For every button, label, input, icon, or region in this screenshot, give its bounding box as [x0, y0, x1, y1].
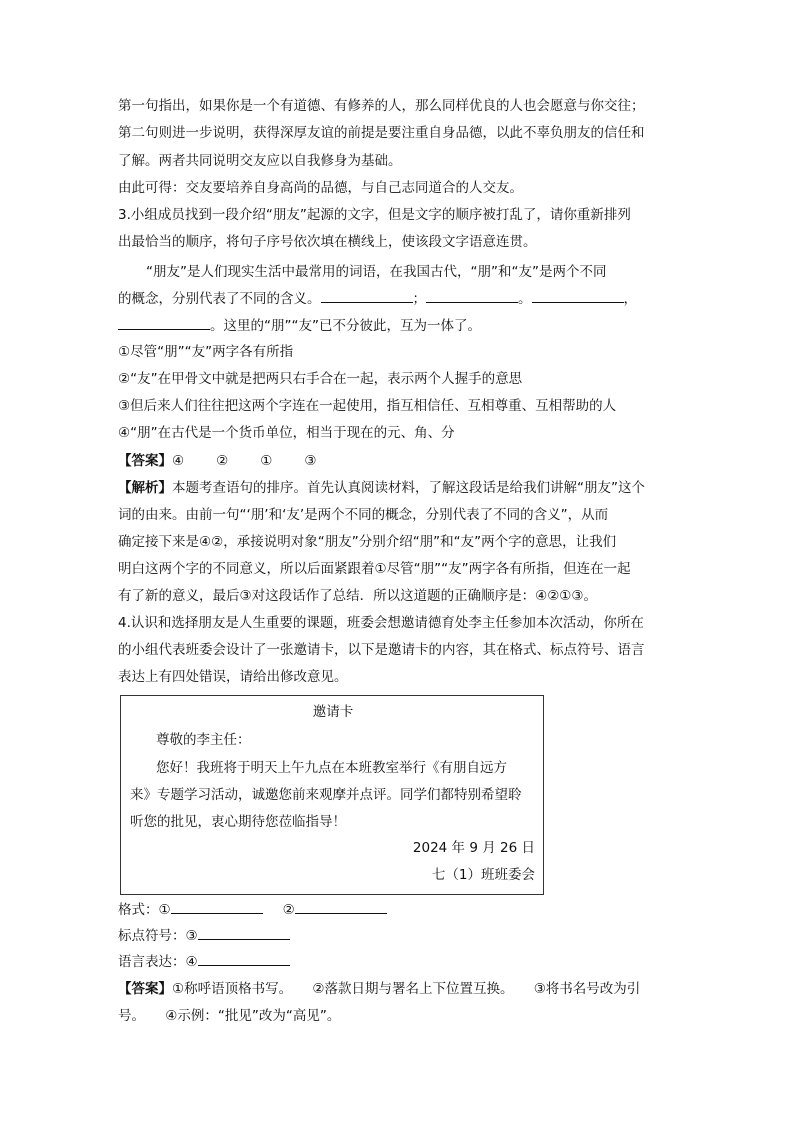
answer-line	[118, 979, 688, 999]
analysis-line	[118, 478, 688, 498]
option-3: ③但后来人们往往把这两个字连在一起使用，指互相信任、互相尊重、互相帮助的人	[118, 398, 617, 414]
analysis-line: 词的由来。由前一句“‘朋’和‘友’是两个不同的概念，分别代表了不同的含义”，从而	[118, 507, 609, 523]
answer-line	[118, 451, 688, 471]
answer-blank[interactable]	[426, 288, 518, 303]
language-label: 语言表达：④	[118, 954, 198, 970]
card-body-line: 来》专题学习活动，诚邀您前来观摩并点评。同学们都特别希望聆	[130, 787, 522, 803]
analysis-text: 本题考查语句的排序。首先认真阅读材料，了解这段话是给我们讲解“朋友”这个	[172, 480, 645, 496]
answer-blank[interactable]	[295, 899, 387, 914]
analysis-label: 【解析】	[118, 480, 172, 496]
punctuation: ；	[412, 291, 426, 307]
language-answer-line	[118, 951, 688, 972]
analysis-line: 确定接下来是④②，承接说明对象“朋友”分别介绍“朋”和“友”两个字的意思，让我们	[118, 534, 617, 550]
punctuation: 。	[518, 291, 532, 307]
answer-blank[interactable]	[198, 951, 290, 966]
answer-text: ①称呼语顶格书写。 ②落款日期与署名上下位置互换。 ③将书名号改为引	[172, 981, 641, 997]
answer-blank[interactable]	[321, 288, 413, 303]
answer-blank[interactable]	[118, 315, 210, 330]
card-body-line: 您好！我班将于明天上午九点在本班教室举行《有朋自远方	[156, 760, 507, 776]
format-label-2: ②	[282, 902, 295, 918]
answer-item: ①	[260, 453, 273, 469]
paragraph-line: 第二句则进一步说明，获得深厚友谊的前提是要注重自身品德，以此不辜负朋友的信任和	[118, 125, 645, 141]
format-answer-line	[118, 899, 688, 920]
answer-label: 【答案】	[118, 453, 172, 469]
punct-label: 标点符号：③	[118, 928, 198, 944]
passage-text: 的概念，分别代表了不同的含义。	[118, 291, 321, 307]
option-4: ④“朋”在古代是一个货币单位，相当于现在的元、角、分	[118, 425, 455, 441]
passage-line-with-blanks	[118, 315, 688, 336]
option-2: ②“友”在甲骨文中就是把两只右手合在一起，表示两个人握手的意思	[118, 371, 523, 387]
passage-line: “朋友”是人们现实生活中最常用的词语，在我国古代，“朋”和“友”是两个不同	[146, 264, 607, 280]
analysis-line: 明白这两个字的不同意义，所以后面紧跟着①尽管“朋”“友”两字各有所指，但连在一起	[118, 561, 631, 577]
question-4-stem: 4.认识和选择朋友是人生重要的课题，班委会想邀请德育处李主任参加本次活动，你所在	[118, 615, 644, 631]
punctuation: ，	[623, 291, 637, 307]
card-body-line: 听您的批见，衷心期待您莅临指导！	[130, 814, 346, 830]
card-date: 2024 年 9 月 26 日	[412, 840, 535, 856]
invitation-card	[120, 695, 544, 895]
format-label: 格式：①	[118, 902, 171, 918]
answer-item: ③	[304, 453, 317, 469]
answer-blank[interactable]	[198, 925, 290, 940]
answer-item: ②	[216, 453, 229, 469]
answer-item: ④	[172, 453, 185, 469]
card-signature: 七（1）班班委会	[431, 867, 535, 883]
card-salutation: 尊敬的李主任：	[156, 732, 251, 748]
paragraph-line: 第一句指出，如果你是一个有道德、有修养的人，那么同样优良的人也会愿意与你交往；	[118, 98, 645, 114]
paragraph-line: 了解。两者共同说明交友应以自我修身为基础。	[118, 153, 402, 169]
answer-label: 【答案】	[118, 981, 172, 997]
answer-line: 号。 ④示例：“批见”改为“高见”。	[118, 1008, 341, 1024]
punct-answer-line	[118, 925, 688, 946]
question-4-stem: 表达上有四处错误，请给出修改意见。	[118, 669, 348, 685]
question-3-stem: 出最恰当的顺序，将句子序号依次填在横线上，使该段文字语意连贯。	[118, 234, 537, 250]
card-title: 邀请卡	[312, 704, 354, 720]
question-3-stem: 3.小组成员找到一段介绍“朋友”起源的文字，但是文字的顺序被打乱了，请你重新排列	[118, 207, 631, 223]
answer-blank[interactable]	[532, 288, 624, 303]
paragraph-line: 由此可得：交友要培养自身高尚的品德，与自己志同道合的人交友。	[118, 180, 523, 196]
question-4-stem: 的小组代表班委会设计了一张邀请卡，以下是邀请卡的内容，其在格式、标点符号、语言	[118, 642, 645, 658]
answer-blank[interactable]	[171, 899, 263, 914]
passage-text: 。这里的“朋”“友”已不分彼此，互为一体了。	[210, 318, 481, 334]
passage-line-with-blanks	[118, 288, 688, 309]
analysis-line: 有了新的意义，最后③对这段话作了总结．所以这道题的正确顺序是：④②①③。	[118, 588, 598, 604]
option-1: ①尽管“朋”“友”两字各有所指	[118, 344, 294, 360]
